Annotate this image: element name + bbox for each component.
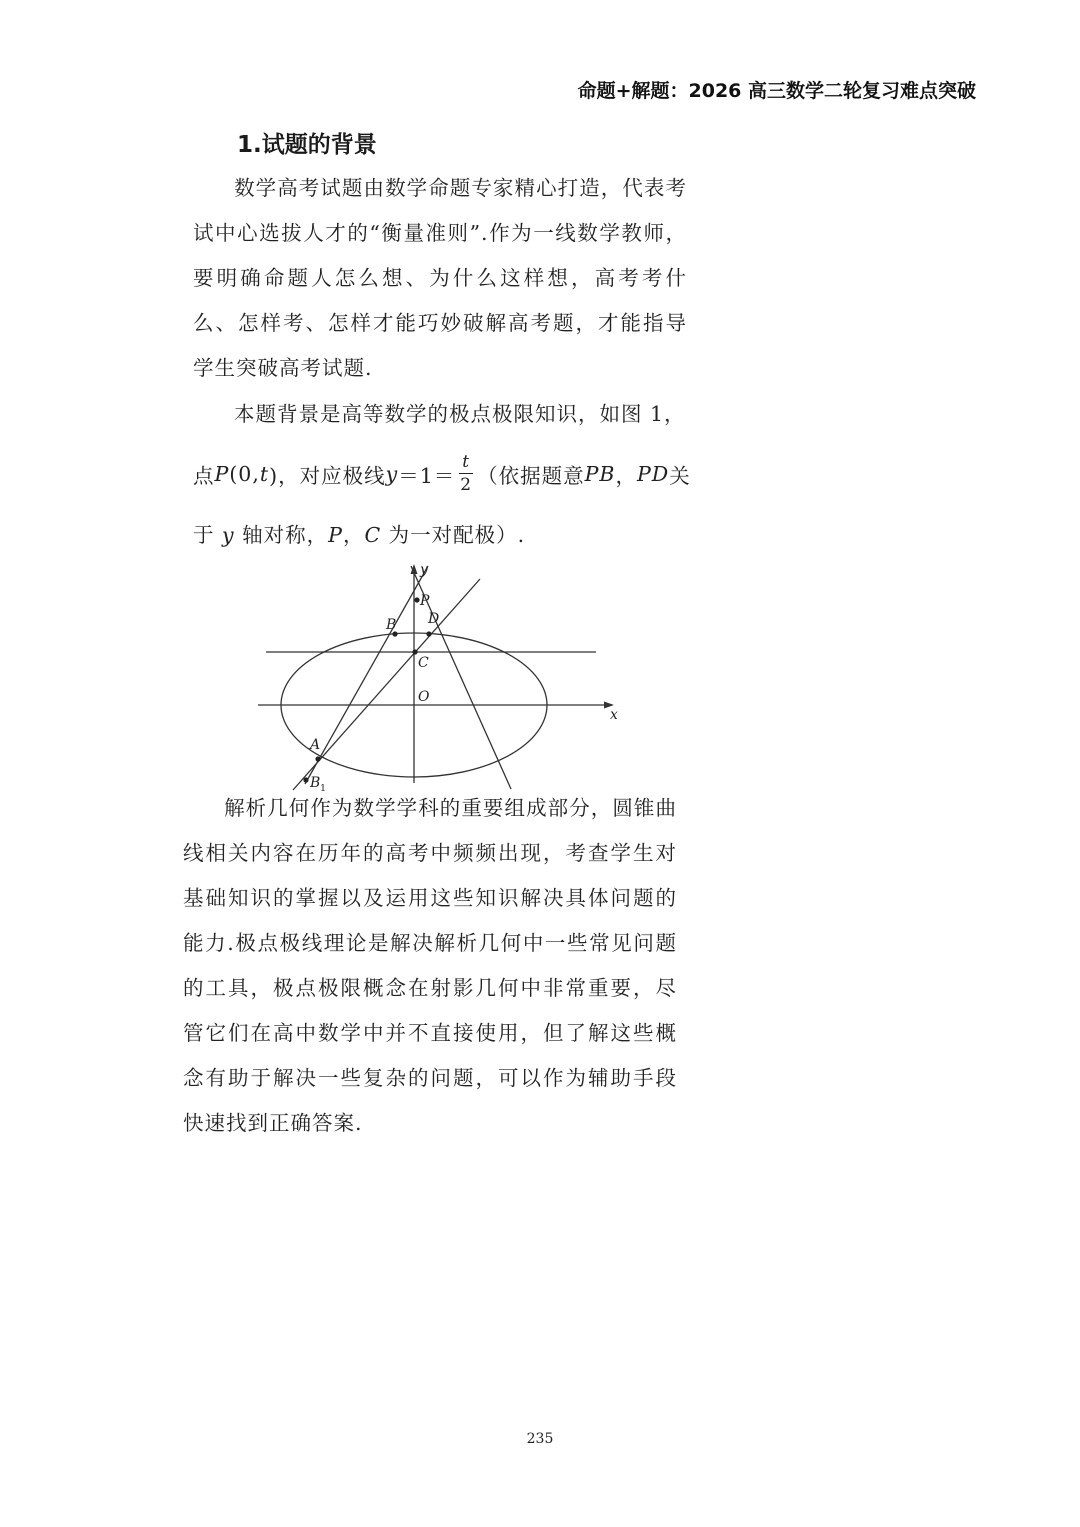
y-axis-arrow	[411, 564, 418, 574]
var-y: y	[385, 462, 399, 486]
section-heading: 1.试题的背景	[237, 132, 377, 158]
fraction	[459, 454, 473, 494]
point-p: P	[214, 462, 230, 486]
label-p: P	[420, 593, 430, 609]
label-a: A	[310, 737, 321, 753]
text: （依据题意	[477, 464, 585, 488]
point-p-dot	[414, 597, 419, 602]
paragraph-text: 本题背景是高等数学的极点极限知识，如图 1，	[234, 402, 686, 426]
var-t: t	[259, 462, 270, 486]
point-c: C	[364, 523, 382, 547]
label-x: x	[610, 707, 618, 723]
label-d: D	[428, 611, 440, 627]
ellipse-polar-figure	[250, 562, 630, 798]
running-header: 命题+解题：2026 高三数学二轮复习难点突破	[577, 80, 976, 102]
line-pb	[305, 566, 428, 784]
text: ，	[342, 523, 365, 547]
label-o: O	[418, 689, 430, 705]
paragraph-background	[193, 166, 687, 391]
text: 关	[669, 464, 691, 488]
text: (0,	[229, 462, 260, 486]
label-y: y	[420, 562, 428, 578]
page-number: 235	[526, 1431, 554, 1447]
paragraph-analytic-geometry	[183, 786, 677, 1146]
text: ，	[615, 464, 637, 488]
point-a-dot	[315, 756, 320, 761]
text: 为一对配极）.	[381, 523, 526, 547]
text: 点	[193, 464, 215, 488]
segment-pd: PD	[636, 462, 670, 486]
equation-sign: ＝1＝	[398, 464, 456, 488]
polar-equation-line	[193, 452, 693, 496]
point-d-dot	[426, 631, 431, 636]
point-c-dot	[412, 649, 417, 654]
text: 轴对称，	[234, 523, 329, 547]
label-b1-subscript: 1	[320, 783, 327, 794]
paragraph-text: 数学高考试题由数学命题专家精心打造，代表考试中心选拔人才的“衡量准则”.作为一线数学教师，要明确命题人怎么想、为什么这样想，高考考什么、怎样考、怎样才能巧妙破解高考题，才能指导学生突破高考试题.	[193, 176, 687, 380]
label-c: C	[418, 655, 429, 671]
point-b1-dot	[303, 777, 308, 782]
line-ac	[293, 579, 480, 790]
symmetry-line	[193, 513, 693, 557]
paragraph-text: 解析几何作为数学学科的重要组成部分，圆锥曲线相关内容在历年的高考中频频出现，考查学生对基础知识的掌握以及运用这些知识解决具体问题的能力.极点极线理论是解决解析几何中一些常见问题的工具，极点极限概念在射影几何中非常重要，尽管它们在高中数学中并不直接使用，但了解这些概念有助于解决一些复杂的问题，可以作为辅助手段快速找到正确答案.	[183, 796, 677, 1135]
label-b: B	[386, 617, 397, 633]
fraction-denominator: 2	[460, 475, 473, 495]
text: )，对应极线	[269, 464, 386, 488]
var-y: y	[222, 523, 235, 547]
fraction-numerator: t	[462, 452, 471, 472]
label-b1: B	[310, 775, 321, 791]
point-p: P	[328, 523, 343, 547]
paragraph-polar-intro	[193, 392, 687, 437]
text: 于	[193, 523, 223, 547]
segment-pb: PB	[584, 462, 616, 486]
